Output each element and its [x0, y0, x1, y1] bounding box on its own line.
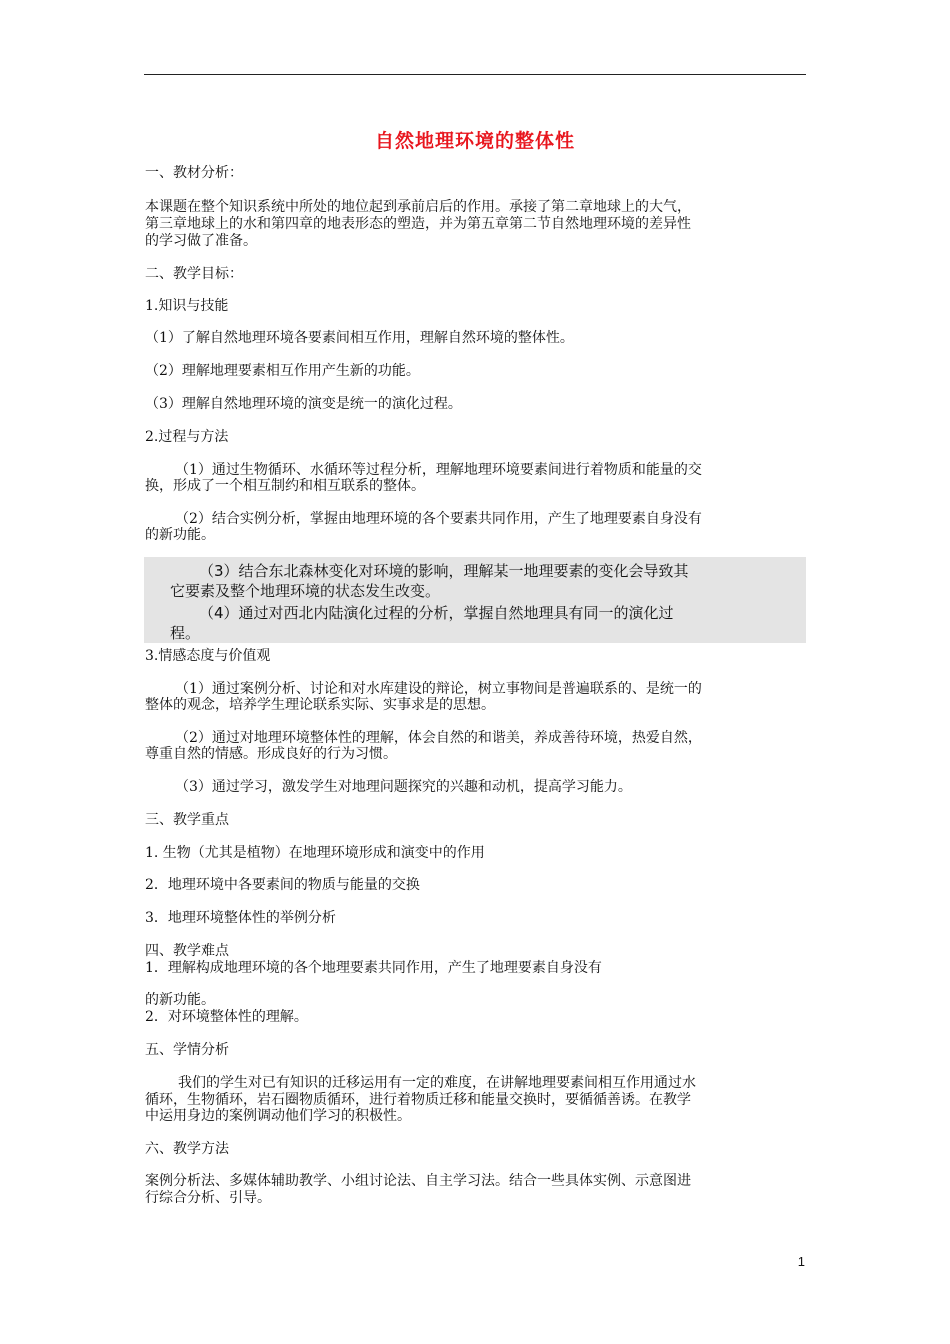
list-item: 1. 生物（尤其是植物）在地理环境形成和演变中的作用 — [145, 845, 485, 861]
page-title: 自然地理环境的整体性 — [374, 130, 575, 152]
list-item: （2）理解地理要素相互作用产生新的功能。 — [145, 363, 420, 379]
subsection-heading: 1.知识与技能 — [145, 298, 229, 314]
section-heading: 三、教学重点 — [145, 812, 229, 828]
paragraph-line: 循环，生物循环，岩石圈物质循环，进行着物质迁移和能量交换时，要循循善诱。在教学 — [145, 1092, 691, 1108]
paragraph-line: 的新功能。 — [145, 992, 215, 1008]
paragraph-line: 我们的学生对已有知识的迁移运用有一定的难度，在讲解地理要素间相互作用通过水 — [178, 1075, 696, 1091]
section-heading: 一、教材分析： — [145, 165, 243, 181]
section-heading: 二、教学目标： — [145, 266, 243, 282]
list-item: 1．理解构成地理环境的各个地理要素共同作用，产生了地理要素自身没有 — [145, 960, 602, 976]
section-heading: 四、教学难点 — [145, 943, 229, 959]
paragraph-line: （2）结合实例分析，掌握由地理环境的各个要素共同作用，产生了地理要素自身没有 — [175, 511, 702, 527]
list-item: 2．地理环境中各要素间的物质与能量的交换 — [145, 877, 420, 893]
list-item: （3）理解自然地理环境的演变是统一的演化过程。 — [145, 396, 462, 412]
image-text-line: 程。 — [170, 624, 201, 642]
paragraph-line: 尊重自然的情感。形成良好的行为习惯。 — [145, 746, 397, 762]
paragraph-line: （2）通过对地理环境整体性的理解，体会自然的和谐美，养成善待环境，热爱自然， — [175, 730, 702, 746]
list-item: 2．对环境整体性的理解。 — [145, 1009, 308, 1025]
paragraph-line: 第三章地球上的水和第四章的地表形态的塑造，并为第五章第二节自然地理环境的差异性 — [145, 216, 691, 232]
paragraph-line: 的学习做了准备。 — [145, 233, 257, 249]
section-heading: 六、教学方法 — [145, 1141, 229, 1157]
paragraph-line: （3）通过学习，激发学生对地理问题探究的兴趣和动机，提高学习能力。 — [175, 779, 632, 795]
paragraph-line: （1）通过案例分析、讨论和对水库建设的辩论，树立事物间是普遍联系的、是统一的 — [175, 681, 702, 697]
subsection-heading: 3.情感态度与价值观 — [145, 648, 271, 664]
paragraph-line: 的新功能。 — [145, 527, 215, 543]
image-text-line: （3）结合东北森林变化对环境的影响，理解某一地理要素的变化会导致其 — [199, 562, 689, 580]
paragraph-line: 案例分析法、多媒体辅助教学、小组讨论法、自主学习法。结合一些具体实例、示意图进 — [145, 1173, 691, 1189]
section-heading: 五、学情分析 — [145, 1042, 229, 1058]
paragraph-line: 换，形成了一个相互制约和相互联系的整体。 — [145, 478, 425, 494]
subsection-heading: 2.过程与方法 — [145, 429, 229, 445]
paragraph-line: 整体的观念，培养学生理论联系实际、实事求是的思想。 — [145, 697, 495, 713]
image-text-line: 它要素及整个地理环境的状态发生改变。 — [170, 582, 441, 600]
header-rule — [144, 74, 806, 75]
page-number: 1 — [797, 1254, 805, 1269]
paragraph-line: 本课题在整个知识系统中所处的地位起到承前启后的作用。承接了第二章地球上的大气， — [145, 199, 691, 215]
list-item: （1）了解自然地理环境各要素间相互作用，理解自然环境的整体性。 — [145, 330, 574, 346]
paragraph-line: 中运用身边的案例调动他们学习的积极性。 — [145, 1108, 411, 1124]
paragraph-line: 行综合分析、引导。 — [145, 1190, 271, 1206]
paragraph-line: （1）通过生物循环、水循环等过程分析，理解地理环境要素间进行着物质和能量的交 — [175, 462, 702, 478]
list-item: 3．地理环境整体性的举例分析 — [145, 910, 336, 926]
image-text-line: （4）通过对西北内陆演化过程的分析，掌握自然地理具有同一的演化过 — [199, 604, 674, 622]
embedded-text-image — [144, 557, 806, 643]
